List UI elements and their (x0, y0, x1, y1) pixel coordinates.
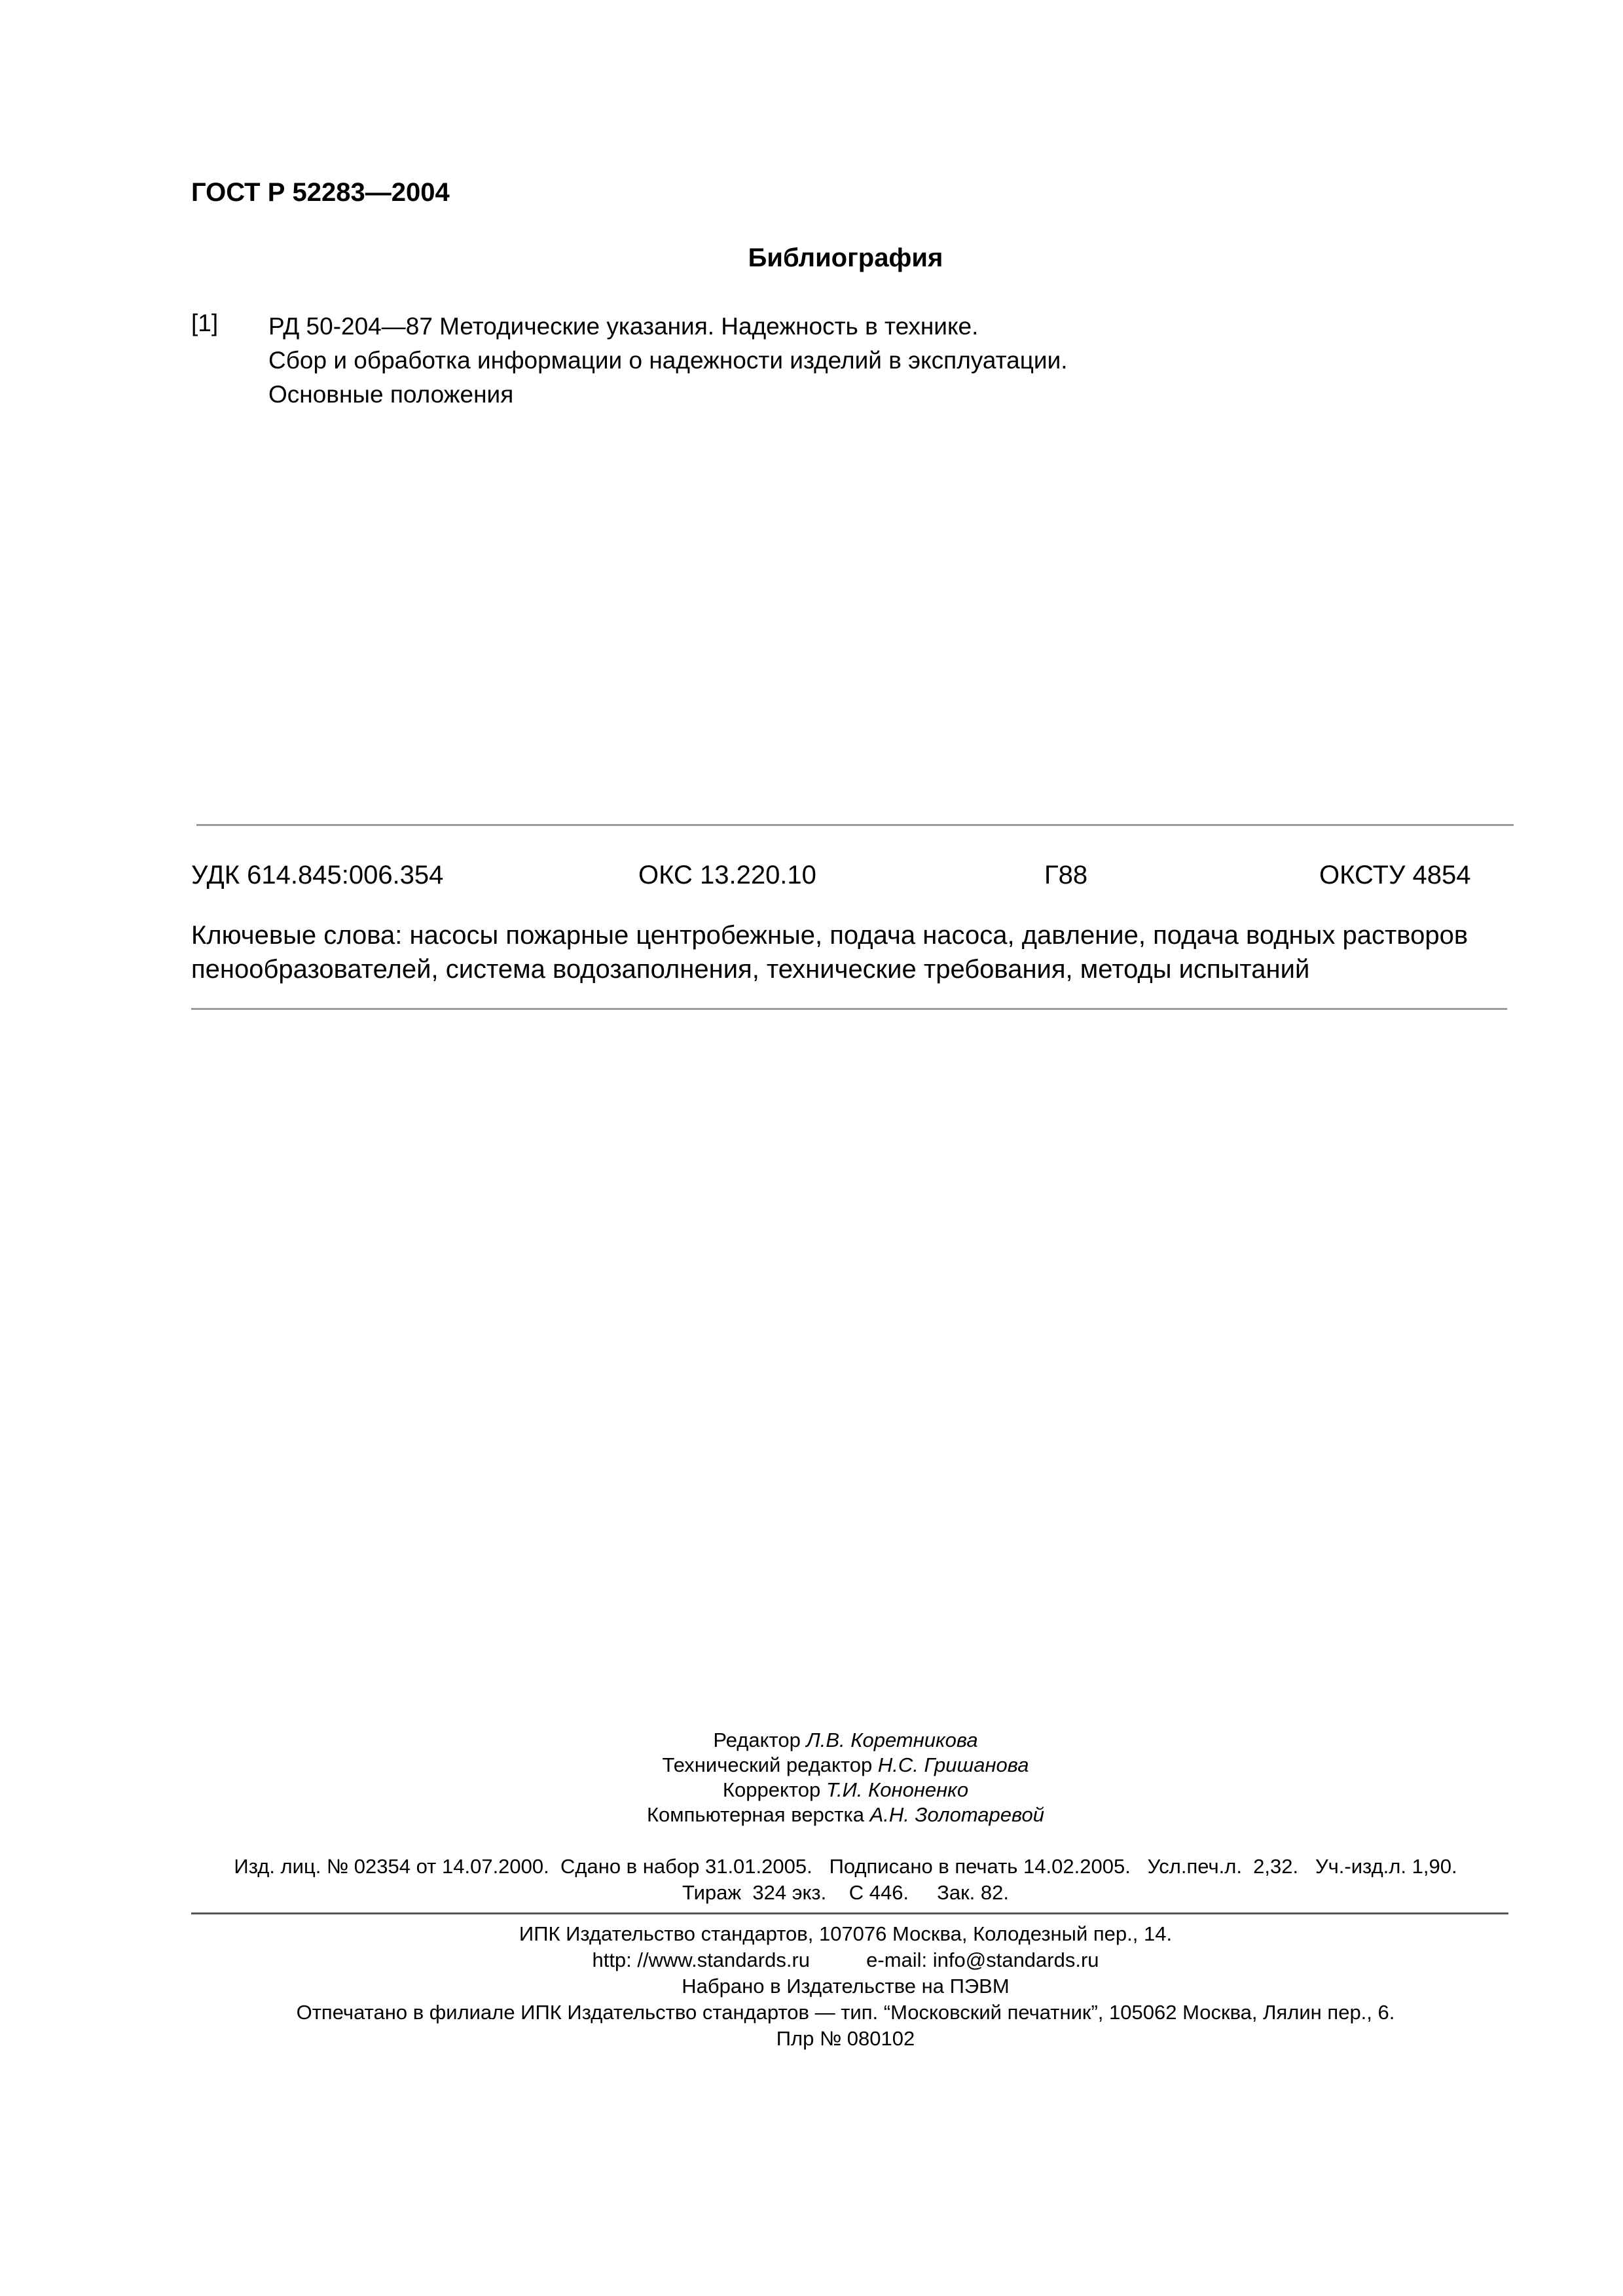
divider-keywords (191, 1008, 1507, 1010)
divider-top (196, 824, 1514, 826)
bibliography-item-line: Сбор и обработка информации о надежности изделий в эксплуатации. (268, 347, 1068, 374)
credit-name: Л.В. Коретникова (806, 1729, 978, 1751)
oks-code: ОКС 13.220.10 (638, 861, 816, 889)
imprint-block (0, 1854, 1623, 1906)
bibliography-item-number: [1] (191, 310, 219, 336)
bibliography-item-line: РД 50-204—87 Методические указания. Надежность в технике. (268, 313, 979, 340)
okstu-code: ОКСТУ 4854 (1319, 861, 1471, 889)
bibliography-item-text (268, 310, 1068, 412)
publisher-block (0, 1921, 1623, 2052)
credits-block (0, 1728, 1623, 1827)
bibliography-title: Библиография (748, 243, 943, 272)
imprint-line: Тираж 324 экз. С 446. Зак. 82. (682, 1881, 1009, 1904)
credit-name: Н.С. Гришанова (877, 1753, 1029, 1776)
credit-layout (0, 1803, 1623, 1827)
credit-name: Т.И. Кононенко (826, 1778, 969, 1801)
credit-editor (0, 1728, 1623, 1753)
credit-name: А.Н. Золотаревой (869, 1803, 1045, 1826)
publisher-line: ИПК Издательство стандартов, 107076 Москва, Колодезный пер., 14. (519, 1922, 1173, 1945)
keywords-line: Ключевые слова: насосы пожарные центробежные, подача насоса, давление, подача водных растворов (191, 921, 1468, 950)
credit-label: Редактор (713, 1729, 801, 1751)
standard-code: ГОСТ Р 52283—2004 (191, 178, 450, 207)
credit-tech-editor (0, 1753, 1623, 1778)
publisher-line: Набрано в Издательстве на ПЭВМ (682, 1975, 1010, 1998)
publisher-line: Плр № 080102 (776, 2027, 915, 2050)
credit-label: Технический редактор (662, 1753, 873, 1776)
keywords (191, 918, 1514, 986)
credit-label: Корректор (722, 1778, 821, 1801)
credit-corrector (0, 1778, 1623, 1803)
bibliography-item-line: Основные положения (268, 381, 514, 408)
imprint-line: Изд. лиц. № 02354 от 14.07.2000. Сдано в набор 31.01.2005. Подписано в печать 14.02.2005. Усл.печ.л. 2,32. Уч.-изд.л. 1,90. (234, 1855, 1457, 1878)
publisher-line: Отпечатано в филиале ИПК Издательство стандартов — тип. “Московский печатник”, 105062 Москва, Лялин пер., 6. (296, 2001, 1395, 2024)
divider-imprint (191, 1912, 1508, 1914)
udk-code: УДК 614.845:006.354 (191, 861, 444, 889)
group-code: Г88 (1044, 861, 1088, 889)
keywords-line: пенообразователей, система водозаполнения, технические требования, методы испытаний (191, 955, 1310, 984)
credit-label: Компьютерная верстка (646, 1803, 864, 1826)
publisher-line: http: //www.standards.ru e-mail: info@standards.ru (592, 1948, 1099, 1971)
